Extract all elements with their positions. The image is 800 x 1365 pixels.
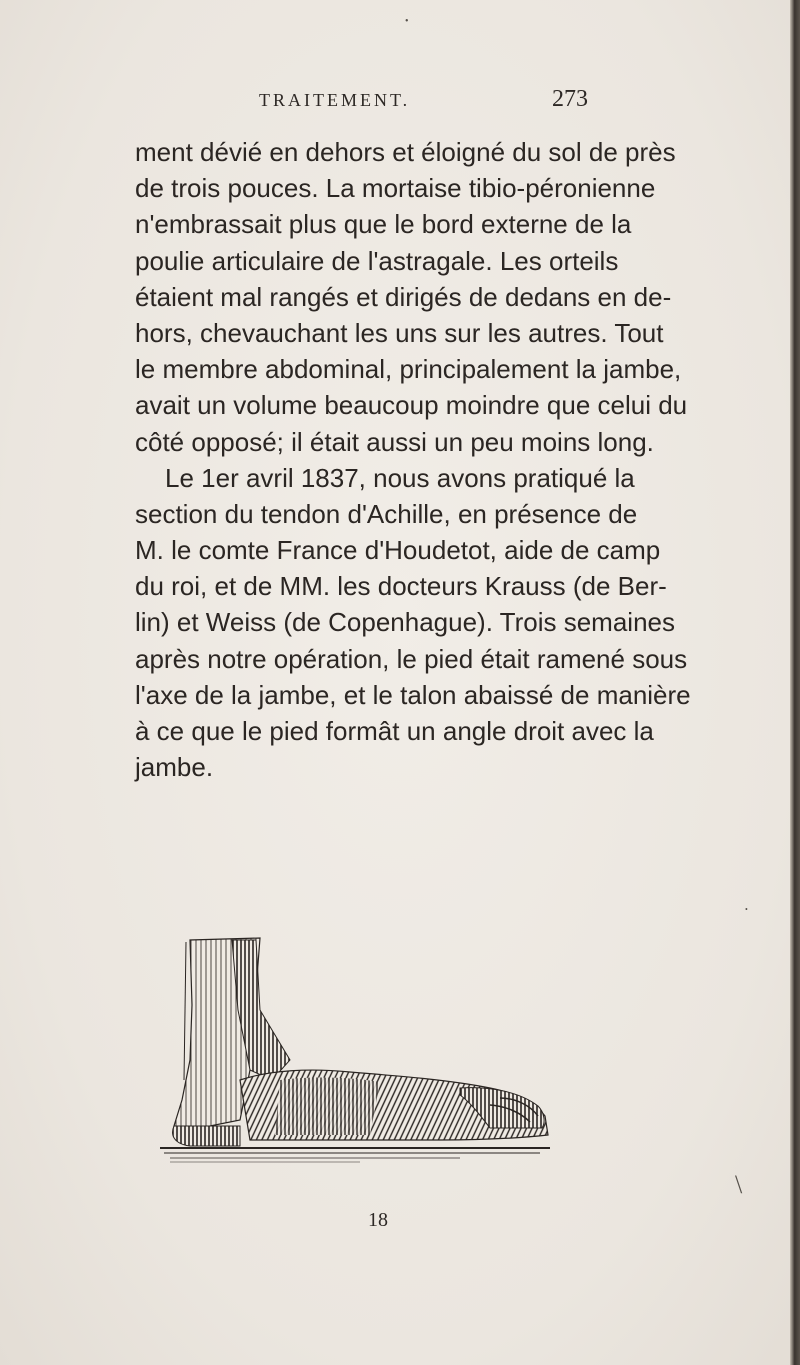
running-title: TRAITEMENT. <box>259 90 411 110</box>
text-line: section du tendon d'Achille, en présence de <box>135 498 638 529</box>
ink-speck: \ <box>735 1170 743 1199</box>
text-line: du roi, et de MM. les docteurs Krauss (de Ber- <box>135 571 667 602</box>
text-line: à ce que le pied formât un angle droit avec la <box>135 716 654 746</box>
text-line: étaient mal rangés et dirigés de dedans en de- <box>135 281 672 312</box>
ink-speck: • <box>745 905 748 914</box>
text-line: lin) et Weiss (de Copenhague). Trois semaines <box>135 607 675 638</box>
figure-number: 18 <box>368 1209 388 1231</box>
text-line: de trois pouces. La mortaise tibio-péronienne <box>135 173 656 204</box>
page-number: 273 <box>552 86 588 112</box>
ink-speck: • <box>405 16 409 27</box>
page-edge-shadow <box>790 0 800 1365</box>
text-line: poulie articulaire de l'astragale. Les orteils <box>135 245 619 276</box>
text-line: avait un volume beaucoup moindre que celui du <box>135 390 688 421</box>
text-line: n'embrassait plus que le bord externe de la <box>135 209 632 240</box>
text-line: l'axe de la jambe, et le talon abaissé de manière <box>135 679 691 710</box>
text-line: après notre opération, le pied était ramené sous <box>135 643 688 674</box>
text-line: côté opposé; il était aussi un peu moins long. <box>135 426 654 457</box>
text-line: M. le comte France d'Houdetot, aide de camp <box>135 535 661 566</box>
text-line: hors, chevauchant les uns sur les autres. Tout <box>135 317 664 348</box>
text-line: Le 1er avril 1837, nous avons pratiqué la <box>165 462 635 493</box>
text-line: le membre abdominal, principalement la jambe, <box>135 354 682 385</box>
text-line: ment dévié en dehors et éloigné du sol de près <box>135 137 676 167</box>
body-paragraph <box>135 134 691 785</box>
text-line: jambe. <box>135 752 214 783</box>
foot-engraving-icon <box>160 930 555 1165</box>
